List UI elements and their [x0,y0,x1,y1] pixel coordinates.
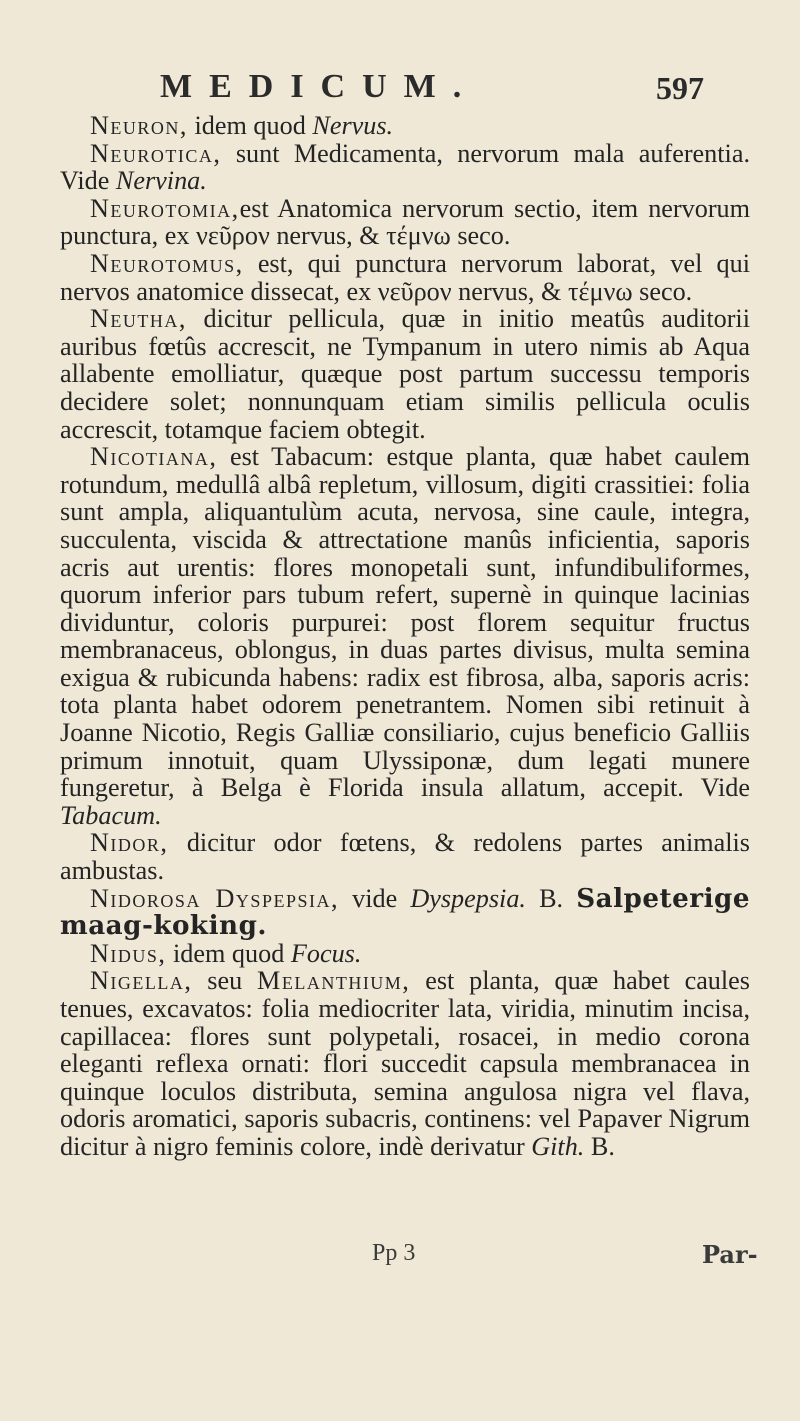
entry-text: est planta, quæ habet caules tenues, excavatos: folia mediocriter lata, viridia, minutim incisa, capillacea: flores sunt polypetali, rosacei, in medio corona eleganti reflexa ornati: flori succedit capsula membranacea in quinque loculos distributa, semina angulosa nigra vel flava, odoris aromatici, saporis subacris, continens: vel Papaver Nigrum dicitur à nigro feminis colore, indè derivatur [60,966,750,1161]
cross-reference: Dyspepsia. [410,883,526,913]
entry-text: est Tabacum: estque planta, quæ habet caulem rotundum, medullâ albâ repletum, villosum, digiti crassitiei: folia sunt ampla, aliquantulùm acuta, nervosa, sine caule, integra, succulenta, viscida & attrectatione manûs inficientia, saporis acris aut urentis: flores monopetali sunt, infundibuliformes, quorum inferior pars tubum refert, supernè in quinque lacinias dividuntur, coloris purpurei: post florem sequitur fructus membranaceus, oblongus, in duas partes divisus, multa semina exigua & rubicunda habens: radix est fibrosa, alba, saporis acris: tota planta habet odorem penetrantem. Nomen sibi retinuit à Joanne Nicotio, Regis Galliæ consiliario, cujus beneficio Galliis primum innotuit, quam Ulyssiponæ, dum legati munere fungeretur, à Belga è Florida insula allatum, accepit. Vide [60,442,750,803]
entry-neurotomia [60,195,750,250]
headword: Nidus, [90,938,167,968]
running-title: MEDICUM. [160,68,479,105]
entry-text: vide [339,883,411,913]
headword: Neurotomus, [90,248,244,278]
entry-text: idem quod [166,938,291,968]
entry-neuron [60,112,750,140]
entry-text: est, qui punctura nervorum laborat, vel qui nervos anatomice dissecat, ex νεῦρον nervus, & τέμνω seco. [60,248,750,306]
cross-reference: Focus. [290,938,362,968]
entry-text: sunt Medicamenta, nervorum mala auferentia. Vide [60,138,750,196]
entry-nigella [60,967,750,1160]
entry-text: seu [192,966,258,996]
headword-synonym: Melanthium, [257,966,411,996]
headword: Neuron, [90,111,188,140]
entry-text: B. [584,1131,615,1161]
entry-neurotica [60,140,750,195]
catchword: Par- [702,1240,758,1269]
entry-neutha [60,305,750,443]
headword: Neurotica, [90,138,222,168]
entry-nidus [60,940,750,968]
entry-text: dicitur pellicula, quæ in initio meatûs auditorii auribus fœtûs accrescit, ne Tympanum in utero nimis ab Aqua allabente emolliatur, quæque post partum successu temporis decidere solet; nonnunquam etiam similis pellicula oculis accrescit, totamque faciem obtegit. [60,304,750,444]
entry-nidor [60,829,750,884]
headword: Neurotomia, [90,193,240,223]
entry-text: idem quod [187,111,313,140]
entry-nicotiana [60,443,750,829]
entry-text: B. [525,883,577,913]
headword: Neutha, [90,304,187,334]
signature-mark: Pp 3 [372,1240,416,1266]
headword: Nicotiana, [90,442,218,472]
dictionary-text [60,112,750,1161]
cross-reference: Gith. [531,1131,585,1161]
headword: Nigella, [90,966,193,996]
cross-reference: Nervina. [115,166,207,196]
entry-nidorosa-dyspepsia [60,882,750,942]
headword: Nidorosa Dyspepsia, [90,883,340,913]
page-footer [0,1240,800,1274]
entry-text: dicitur odor fœtens, & redolens partes animalis ambustas. [60,828,750,886]
dutch-translation: Salpeterige maag-koking. [60,882,750,942]
entry-neurotomus [60,250,750,305]
cross-reference: Tabacum. [60,800,162,830]
headword: Nidor, [90,828,169,858]
page-number: 597 [656,70,704,106]
cross-reference: Nervus. [312,111,394,140]
entry-text: est Anatomica nervorum sectio, item nervorum punctura, ex νεῦρον nervus, & τέμνω seco. [60,193,750,251]
